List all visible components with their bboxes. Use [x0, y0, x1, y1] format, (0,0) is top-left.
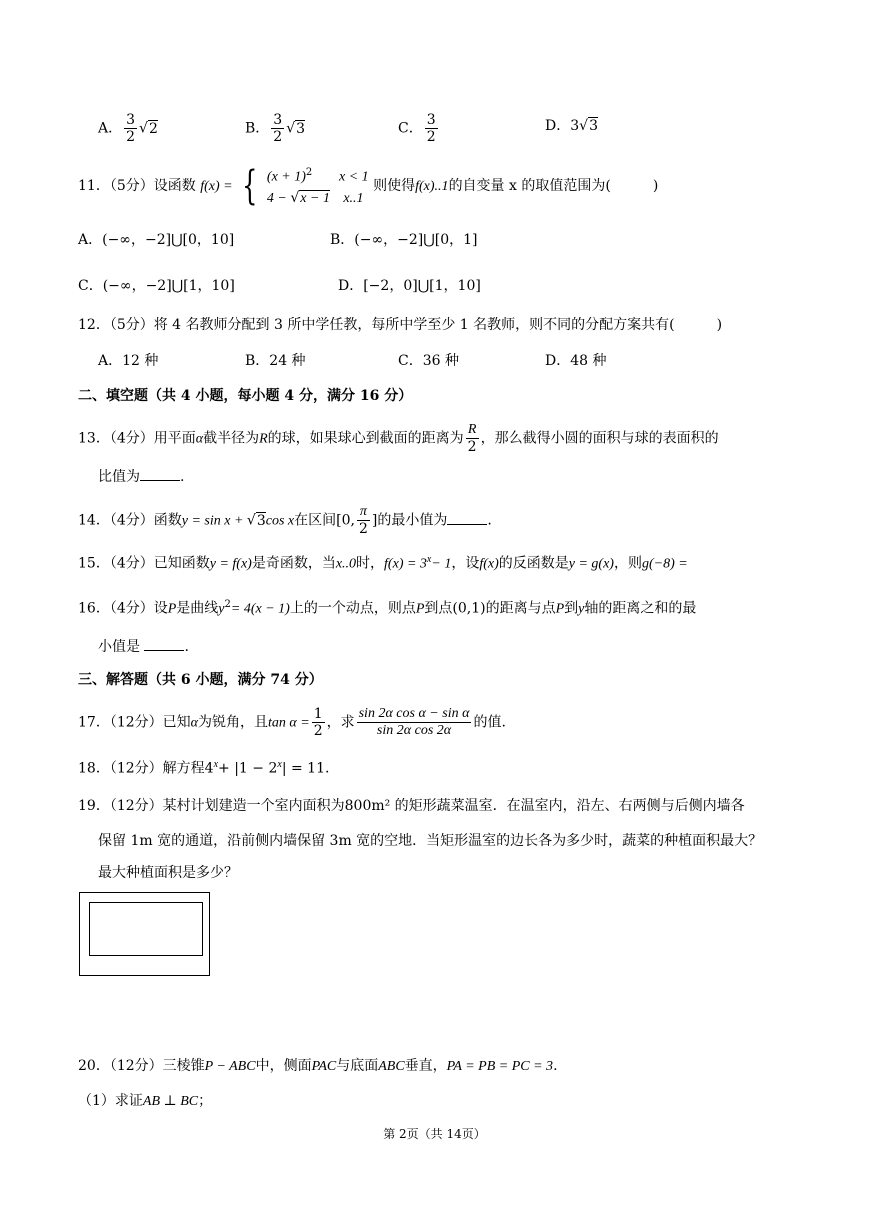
q11-option-a: A．(−∞，−2]⋃[0，10]	[78, 232, 235, 248]
q11-option-c: C．(−∞，−2]⋃[1，10]	[78, 278, 235, 294]
q11-option-d: D．[−2，0]⋃[1，10]	[338, 278, 481, 294]
q19-line2: 保留 1m 宽的通道，沿前侧内墙保留 3m 宽的空地．当矩形温室的边长各为多少时，蔬菜的种植面积最大？	[98, 833, 763, 849]
q20-sub1: （1）求证AB ⊥ BC；	[78, 1093, 213, 1109]
q10-option-b: B． $\frac{3}{2}$ √3	[245, 112, 306, 145]
q16-stem: 16．（4分）设P是曲线$y^2= 4(x - 1)$上的一个动点，则点P到点(0,1)的距离与点P到y轴的距离之和的最	[78, 599, 697, 617]
greenhouse-diagram	[79, 892, 210, 976]
q11-option-b: B．(−∞，−2]⋃[0，1]	[330, 232, 478, 248]
planting-area	[89, 902, 203, 956]
q12-stem: 12．（5分）将 4 名教师分配到 3 所中学任教，每所中学至少 1 名教师，则不同的分配方案共有( )	[78, 317, 723, 333]
q12-option-b: B．24 种	[245, 353, 306, 369]
q10-option-c: C． $\frac{3}{2}$	[398, 112, 436, 145]
q18-stem: 18．（12分）解方程$4^x+ |1 - 2^x| = 11$.	[78, 759, 330, 777]
section-3-heading: 三、解答题（共 6 小题，满分 74 分）	[78, 672, 323, 688]
piecewise-function: { $(x + 1)^2$ x < 1 4 − √x − 1 x..1	[242, 162, 369, 209]
q12-option-d: D．48 种	[545, 353, 607, 369]
q10-option-d: D．3√3	[545, 118, 598, 134]
q19-line3: 最大种植面积是多少？	[98, 865, 238, 881]
q14-stem: 14．（4分）函数y = sin x + √3cos x在区间[0, $\frac{\pi}{2}$ ]的最小值为 .	[78, 504, 492, 537]
q13-stem: 13．（4分）用平面α截半径为R的球，如果球心到截面的距离为 $\frac{R}{2}$ ，那么截得小圆的面积与球的表面积的	[78, 422, 719, 455]
q13-line2: 比值为 .	[98, 466, 184, 487]
q20-stem: 20．（12分）三棱锥P − ABC中，侧面PAC与底面ABC垂直，PA = PB = PC = 3.	[78, 1058, 558, 1074]
answer-blank	[140, 466, 180, 481]
q15-stem: 15．（4分）已知函数y = f(x)是奇函数，当x..0时，$f(x) = 3^x- 1$，设f(x)的反函数是y = g(x)，则g(−8) =	[78, 554, 688, 572]
q16-line2: 小值是 .	[98, 636, 189, 657]
q12-option-c: C．36 种	[398, 353, 459, 369]
page-footer: 第 2页（共 14页）	[383, 1127, 486, 1141]
section-2-heading: 二、填空题（共 4 小题，每小题 4 分，满分 16 分）	[78, 388, 413, 404]
q11-stem: 11．（5分）设函数 f(x) = { $(x + 1)^2$ x < 1 4 − √x − 1 x..1 则使得f(x)..1的自变量 x 的取值范围为( )	[78, 162, 659, 209]
answer-blank	[144, 636, 184, 651]
q17-stem: 17．（12分）已知α为锐角，且tan α = $\frac{1}{2}$ ，求 $\frac{\text{sin 2α cos α − sin α}}{\text{sin 2α cos 2α}}$ 的值.	[78, 706, 506, 739]
q10-option-a: A． $\frac{3}{2}$ √2	[98, 112, 158, 145]
q19-line1: 19．（12分）某村计划建造一个室内面积为800m² 的矩形蔬菜温室．在温室内，沿左、右两侧与后侧内墙各	[78, 798, 745, 814]
answer-blank	[447, 510, 487, 525]
q12-option-a: A．12 种	[98, 353, 159, 369]
